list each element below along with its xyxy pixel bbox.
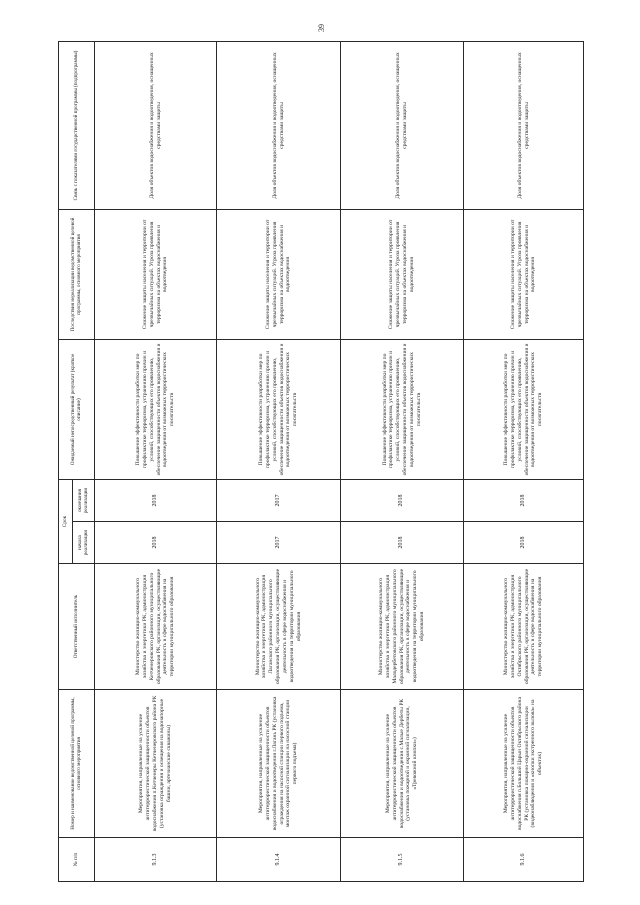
- header-num: № п/п: [59, 838, 95, 882]
- row-num: 9.1.3: [95, 838, 217, 882]
- row-consequences: Снижение защиты населения и территории от чрезвычайных ситуаций. Угроза проявления терроризма на объектах водоснабжения и водоотведения: [95, 209, 217, 339]
- row-result: Повышение эффективности разработки мер по профилактике терроризма, устранению причин и условий, способствующих его проявлению, обеспечение защищенности объектов водоснабжения и водоотведения от возможных террористических посягательств: [464, 339, 584, 479]
- row-name: Мероприятия, направленные на усиление антитеррористической защищенности объектов водоснабжения п.Большой Царын Октябрьского района РК (установка пожарно-охранной сигнализации (видеонаблюдения и «кнопки экстренного вызова» на объектах): [464, 690, 584, 838]
- header-name: Номер и наименование ведомственной целевой программы, основного мероприятия: [59, 690, 95, 838]
- header-link: Связь с показателями государственной программы (подпрограммы): [59, 41, 95, 209]
- table-row: [95, 41, 217, 881]
- row-consequences: Снижение защиты населения и территории от чрезвычайных ситуаций. Угроза проявления терроризма на объектах водоснабжения и водоотведения: [217, 209, 341, 339]
- row-executor: Министерство жилищно-коммунального хозяйства и энергетики РК, администрация Кетченеровского районного муниципального образования РК, организации, осуществляющие деятельность в сфере водоснабжения на территории муниципального образования: [95, 564, 217, 690]
- header-term: Срок: [59, 479, 73, 563]
- table-row: [464, 41, 584, 881]
- page-number: 39: [317, 24, 326, 32]
- row-num: 9.1.4: [217, 838, 341, 882]
- row-num: 9.1.6: [464, 838, 584, 882]
- header-executor: Ответственный исполнитель: [59, 564, 95, 690]
- row-link: Доля объектов водоснабжения и водоотведения, оснащенных средствами защиты: [464, 41, 584, 209]
- row-link: Доля объектов водоснабжения и водоотведения, оснащенных средствами защиты: [95, 41, 217, 209]
- row-executor: Министерство жилищно-коммунального хозяйства и энергетики РК, администрация Малодербетовского районного муниципального образования РК, организации, осуществляющие деятельность в сфере водоснабжения и водоотведения на территории муниципального образования: [341, 564, 464, 690]
- row-result: Повышение эффективности разработки мер по профилактике терроризма, устранению причин и условий, способствующих его проявлению, обеспечение защищенности объектов водоснабжения и водоотведения от возможных террористических посягательств: [217, 339, 341, 479]
- header-term-start: начала реализации: [73, 522, 95, 564]
- row-start: 2018: [341, 522, 464, 564]
- program-table: [58, 41, 584, 882]
- table-header: [59, 41, 95, 881]
- table-row: [341, 41, 464, 881]
- header-result: Ожидаемый непосредственный результат (краткое описание): [59, 339, 95, 479]
- row-end: 2018: [95, 479, 217, 521]
- row-consequences: Снижение защиты населения и территории от чрезвычайных ситуаций. Угроза проявления терроризма на объектах водоснабжения и водоотведения: [341, 209, 464, 339]
- row-name: Мероприятия, направленные на усиление антитеррористической защищенности объектов водоснабжения п.Кетченеры Кетченеровского района РК (установка ограждения и освещения на водонапорные башни, артезианские скважины): [95, 690, 217, 838]
- table-sheet: [58, 42, 583, 882]
- row-result: Повышение эффективности разработки мер по профилактике терроризма, устранению причин и условий, способствующих его проявлению, обеспечение защищенности объектов водоснабжения и водоотведения от возможных террористических посягательств: [341, 339, 464, 479]
- row-result: Повышение эффективности разработки мер по профилактике терроризма, устранению причин и условий, способствующих его проявлению, обеспечение защищенности объектов водоснабжения и водоотведения от возможных террористических посягательств: [95, 339, 217, 479]
- header-term-end: окончания реализации: [73, 479, 95, 521]
- row-end: 2018: [341, 479, 464, 521]
- row-name: Мероприятия, направленные на усиление антитеррористической защищенности объектов водоснабжения и водоотведения с.Малые Дербеты РК (установка пожарной и охранной сигнализации, «Тревожной кнопки»): [341, 690, 464, 838]
- row-link: Доля объектов водоснабжения и водоотведения, оснащенных средствами защиты: [341, 41, 464, 209]
- row-executor: Министерство жилищно-коммунального хозяйства и энергетики РК, администрация Октябрьского районного муниципального образования РК, организации, осуществляющие деятельность в сфере водоснабжения на территории муниципального образования: [464, 564, 584, 690]
- row-link: Доля объектов водоснабжения и водоотведения, оснащенных средствами защиты: [217, 41, 341, 209]
- row-end: 2017: [217, 479, 341, 521]
- row-end: 2018: [464, 479, 584, 521]
- row-name: Мероприятия, направленные на усиление антитеррористической защищенности объектов водоснабжения и водоотведения г.Лагань РК (установка ограждения на насосной станции первого подъема, монтаж охранной сигнализации на насосной станции первого подъема): [217, 690, 341, 838]
- row-executor: Министерство жилищно-коммунального хозяйства и энергетики РК, администрация Лаганского районного муниципального образования РК, организации, осуществляющие деятельность в сфере водоснабжения и водоотведения на территории муниципального образования: [217, 564, 341, 690]
- row-start: 2018: [95, 522, 217, 564]
- row-consequences: Снижение защиты населения и территории от чрезвычайных ситуаций. Угроза проявления терроризма на объектах водоснабжения и водоотведения: [464, 209, 584, 339]
- row-start: 2018: [464, 522, 584, 564]
- header-consequences: Последствия нереализации ведомственной целевой программы, основного мероприятия: [59, 209, 95, 339]
- table-row: [217, 41, 341, 881]
- row-num: 9.1.5: [341, 838, 464, 882]
- row-start: 2017: [217, 522, 341, 564]
